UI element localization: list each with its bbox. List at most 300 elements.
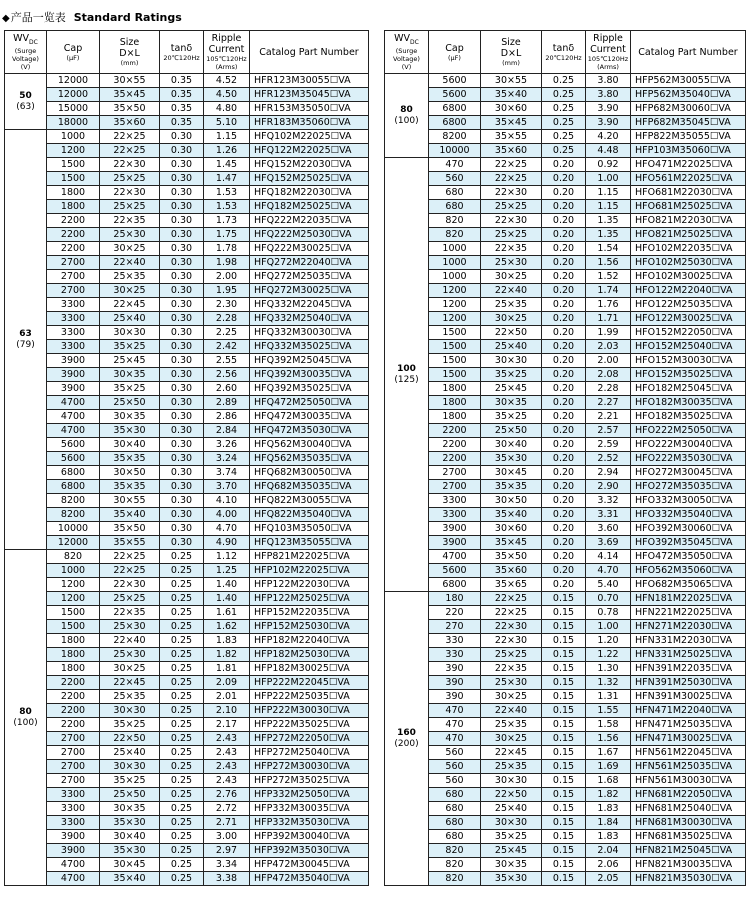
ripple-cell: 2.08 [586,368,631,382]
table-row [5,144,369,158]
cap-cell: 820 [429,228,481,242]
size-cell: 25×40 [100,746,160,760]
table-row [385,368,746,382]
tan-cell: 0.25 [160,634,204,648]
part-number-cell: HFQ472M25050☐VA [250,396,369,410]
tan-cell: 0.30 [160,410,204,424]
table-row [385,550,746,564]
ripple-cell: 4.70 [586,564,631,578]
cap-cell: 12000 [47,74,100,88]
part-number-cell: HFO472M35050☐VA [631,550,746,564]
table-row [5,256,369,270]
tan-cell: 0.30 [160,200,204,214]
tan-cell: 0.30 [160,340,204,354]
tan-cell: 0.25 [542,144,586,158]
part-number-cell: HFP122M22030☐VA [250,578,369,592]
table-row [385,746,746,760]
part-number-cell: HFN821M35030☐VA [631,872,746,886]
tan-cell: 0.25 [160,774,204,788]
table-row [5,620,369,634]
ripple-cell: 1.40 [204,578,250,592]
part-number-cell: HFQ332M22045☐VA [250,298,369,312]
tan-cell: 0.15 [542,802,586,816]
ripple-cell: 0.78 [586,606,631,620]
table-row [385,662,746,676]
table-row [385,438,746,452]
part-number-cell: HFO681M22030☐VA [631,186,746,200]
size-cell: 30×45 [100,858,160,872]
size-cell: 22×25 [481,158,542,172]
table-row [385,844,746,858]
cap-cell: 1000 [47,130,100,144]
cap-cell: 2700 [47,256,100,270]
size-cell: 30×30 [481,774,542,788]
cap-cell: 5600 [47,438,100,452]
cap-cell: 10000 [429,144,481,158]
table-row [385,634,746,648]
cap-cell: 330 [429,634,481,648]
size-cell: 30×55 [481,74,542,88]
ripple-cell: 1.69 [586,760,631,774]
size-cell: 30×40 [481,438,542,452]
col-header-wv: $WV_{DC}$ (Surge Voltage) (V) [5,31,47,74]
table-row [5,592,369,606]
cap-cell: 2700 [47,746,100,760]
ripple-cell: 2.86 [204,410,250,424]
ripple-cell: 4.90 [204,536,250,550]
table-row [5,242,369,256]
ripple-cell: 2.84 [204,424,250,438]
ripple-cell: 2.28 [586,382,631,396]
part-number-cell: HFP472M30045☐VA [250,858,369,872]
col-header-part-number: Catalog Part Number [631,31,746,74]
table-row [385,214,746,228]
ripple-cell: 2.71 [204,816,250,830]
table-row [5,564,369,578]
cap-cell: 680 [429,816,481,830]
table-row [5,74,369,88]
part-number-cell: HFP182M30025☐VA [250,662,369,676]
wv-value: 80 [19,706,32,717]
diamond-icon: ◆ [2,13,10,24]
cap-cell: 2200 [47,228,100,242]
part-number-cell: HFO152M25040☐VA [631,340,746,354]
ripple-cell: 2.56 [204,368,250,382]
table-row [5,802,369,816]
part-number-cell: HFP332M25050☐VA [250,788,369,802]
tan-cell: 0.20 [542,256,586,270]
size-cell: 30×25 [481,732,542,746]
part-number-cell: HFP272M25040☐VA [250,746,369,760]
page-title [2,9,182,27]
size-cell: 25×25 [100,592,160,606]
table-row [385,718,746,732]
tan-cell: 0.25 [160,732,204,746]
table-row [385,74,746,88]
part-number-cell: HFP392M30040☐VA [250,830,369,844]
wv-group-cell [385,158,429,592]
size-cell: 30×35 [481,858,542,872]
size-cell: 22×25 [100,130,160,144]
ripple-cell: 4.52 [204,74,250,88]
tan-cell: 0.20 [542,522,586,536]
tan-cell: 0.25 [160,718,204,732]
part-number-cell: HFN681M22050☐VA [631,788,746,802]
ripple-cell: 1.47 [204,172,250,186]
tan-cell: 0.20 [542,284,586,298]
ripple-cell: 2.17 [204,718,250,732]
ripple-cell: 2.55 [204,354,250,368]
tan-cell: 0.15 [542,746,586,760]
part-number-cell: HFR123M30055☐VA [250,74,369,88]
ripple-cell: 2.90 [586,480,631,494]
table-row [5,690,369,704]
surge-value: (79) [16,339,35,350]
ripple-cell: 2.42 [204,340,250,354]
size-cell: 22×25 [100,564,160,578]
tan-cell: 0.20 [542,354,586,368]
tan-cell: 0.15 [542,844,586,858]
part-number-cell: HFP821M22025☐VA [250,550,369,564]
part-number-cell: HFO272M35035☐VA [631,480,746,494]
tan-cell: 0.20 [542,186,586,200]
ripple-cell: 1.55 [586,704,631,718]
size-cell: 25×50 [100,788,160,802]
table-row [5,718,369,732]
tan-cell: 0.25 [160,648,204,662]
table-row [5,466,369,480]
table-row [385,788,746,802]
col-header-tan: tanδ 20℃120Hz [542,31,586,74]
table-row [385,312,746,326]
part-number-cell: HFN681M25040☐VA [631,802,746,816]
size-cell: 30×45 [481,466,542,480]
size-cell: 25×35 [100,690,160,704]
size-cell: 22×30 [481,186,542,200]
tan-cell: 0.15 [542,634,586,648]
cap-cell: 1200 [429,298,481,312]
cap-cell: 6800 [429,578,481,592]
size-cell: 30×25 [481,312,542,326]
part-number-cell: HFP222M30030☐VA [250,704,369,718]
table-row [385,130,746,144]
cap-cell: 3900 [47,382,100,396]
ripple-cell: 2.04 [586,844,631,858]
size-cell: 35×60 [481,564,542,578]
table-row [5,746,369,760]
part-number-cell: HFO272M30045☐VA [631,466,746,480]
cap-cell: 2200 [47,718,100,732]
size-cell: 25×40 [100,312,160,326]
part-number-cell: HFQ682M30050☐VA [250,466,369,480]
size-cell: 35×40 [481,88,542,102]
cap-cell: 3900 [47,830,100,844]
part-number-cell: HFQ272M30025☐VA [250,284,369,298]
cap-cell: 1800 [47,186,100,200]
tan-cell: 0.20 [542,564,586,578]
table-row [5,774,369,788]
size-cell: 25×50 [481,424,542,438]
tan-cell: 0.15 [542,816,586,830]
col-header-tan: tanδ 20℃120Hz [160,31,204,74]
part-number-cell: HFO222M25050☐VA [631,424,746,438]
size-cell: 22×25 [481,172,542,186]
cap-cell: 390 [429,676,481,690]
cap-cell: 2700 [47,732,100,746]
cap-cell: 6800 [429,102,481,116]
cap-cell: 3900 [429,522,481,536]
surge-value: (125) [394,374,419,385]
cap-cell: 3300 [429,494,481,508]
cap-cell: 820 [429,214,481,228]
size-cell: 30×25 [481,690,542,704]
table-row [385,200,746,214]
cap-cell: 680 [429,830,481,844]
col-header-ripple: Ripple Current 105℃120Hz (Arms) [586,31,631,74]
cap-cell: 2700 [47,284,100,298]
ripple-cell: 2.94 [586,466,631,480]
cap-cell: 560 [429,760,481,774]
part-number-cell: HFR123M35045☐VA [250,88,369,102]
size-cell: 35×30 [100,844,160,858]
ripple-cell: 1.62 [204,620,250,634]
tan-cell: 0.25 [160,746,204,760]
cap-cell: 2200 [429,438,481,452]
ratings-table-left [4,30,369,886]
ripple-cell: 2.05 [586,872,631,886]
table-row [385,228,746,242]
table-row [385,676,746,690]
part-number-cell: HFP562M35040☐VA [631,88,746,102]
tan-cell: 0.35 [160,116,204,130]
tan-cell: 0.30 [160,130,204,144]
size-cell: 35×25 [100,340,160,354]
ripple-cell: 4.20 [586,130,631,144]
size-cell: 25×40 [481,340,542,354]
part-number-cell: HFP472M35040☐VA [250,872,369,886]
cap-cell: 1500 [47,606,100,620]
size-cell: 35×30 [100,424,160,438]
wv-value: 80 [400,104,413,115]
ripple-cell: 3.74 [204,466,250,480]
size-cell: 25×30 [100,228,160,242]
part-number-cell: HFR183M35060☐VA [250,116,369,130]
cap-cell: 390 [429,690,481,704]
size-cell: 35×30 [100,816,160,830]
table-row [5,382,369,396]
part-number-cell: HFP332M35030☐VA [250,816,369,830]
table-row [5,102,369,116]
tan-cell: 0.25 [160,620,204,634]
tan-cell: 0.20 [542,550,586,564]
ripple-cell: 4.70 [204,522,250,536]
ripple-cell: 1.81 [204,662,250,676]
part-number-cell: HFO102M22035☐VA [631,242,746,256]
cap-cell: 1800 [47,634,100,648]
table-row [5,186,369,200]
cap-cell: 4700 [47,396,100,410]
tan-cell: 0.30 [160,536,204,550]
table-row [385,620,746,634]
size-cell: 35×50 [100,102,160,116]
size-cell: 30×60 [481,522,542,536]
tan-cell: 0.15 [542,760,586,774]
tan-cell: 0.30 [160,368,204,382]
ripple-cell: 1.83 [586,830,631,844]
part-number-cell: HFN221M22025☐VA [631,606,746,620]
table-row [385,102,746,116]
size-cell: 35×65 [481,578,542,592]
ripple-cell: 0.92 [586,158,631,172]
size-cell: 35×45 [481,536,542,550]
part-number-cell: HFQ272M25035☐VA [250,270,369,284]
table-row [5,844,369,858]
tan-cell: 0.20 [542,312,586,326]
part-number-cell: HFQ562M30040☐VA [250,438,369,452]
size-cell: 25×35 [481,298,542,312]
table-row [385,494,746,508]
table-row [385,354,746,368]
cap-cell: 5600 [429,74,481,88]
table-row [5,424,369,438]
part-number-cell: HFN331M22030☐VA [631,634,746,648]
part-number-cell: HFQ122M22025☐VA [250,144,369,158]
ripple-cell: 4.80 [204,102,250,116]
table-row [5,298,369,312]
table-row [385,410,746,424]
ripple-cell: 1.74 [586,284,631,298]
part-number-cell: HFO182M30035☐VA [631,396,746,410]
part-number-cell: HFP272M22050☐VA [250,732,369,746]
cap-cell: 2200 [429,452,481,466]
table-row [5,172,369,186]
ripple-cell: 1.31 [586,690,631,704]
ripple-cell: 1.54 [586,242,631,256]
tan-cell: 0.15 [542,858,586,872]
ripple-cell: 3.60 [586,522,631,536]
ripple-cell: 1.25 [204,564,250,578]
cap-cell: 1000 [429,242,481,256]
size-cell: 22×25 [100,550,160,564]
tan-cell: 0.20 [542,578,586,592]
cap-cell: 1800 [429,382,481,396]
size-cell: 25×25 [100,200,160,214]
ripple-cell: 1.35 [586,214,631,228]
part-number-cell: HFQ102M22025☐VA [250,130,369,144]
cap-cell: 1500 [429,326,481,340]
cap-cell: 3900 [47,844,100,858]
cap-cell: 12000 [47,536,100,550]
table-row [385,690,746,704]
table-row [5,732,369,746]
part-number-cell: HFO152M30030☐VA [631,354,746,368]
table-row [5,480,369,494]
tan-cell: 0.20 [542,382,586,396]
table-row [385,578,746,592]
table-row [385,256,746,270]
tan-cell: 0.20 [542,396,586,410]
tan-cell: 0.20 [542,480,586,494]
size-cell: 22×50 [481,326,542,340]
size-cell: 30×55 [100,74,160,88]
table-row [5,228,369,242]
part-number-cell: HFN391M30025☐VA [631,690,746,704]
ripple-cell: 1.84 [586,816,631,830]
ripple-cell: 1.00 [586,172,631,186]
size-cell: 30×40 [100,830,160,844]
table-row [385,326,746,340]
wv-value: 100 [397,363,416,374]
part-number-cell: HFO392M30060☐VA [631,522,746,536]
table-row [5,452,369,466]
cap-cell: 2700 [429,466,481,480]
cap-cell: 1200 [429,312,481,326]
table-row [385,270,746,284]
table-row [5,634,369,648]
tan-cell: 0.20 [542,536,586,550]
part-number-cell: HFO392M35045☐VA [631,536,746,550]
tan-cell: 0.15 [542,788,586,802]
ripple-cell: 1.58 [586,718,631,732]
part-number-cell: HFQ222M30025☐VA [250,242,369,256]
cap-cell: 680 [429,802,481,816]
table-row [385,816,746,830]
part-number-cell: HFP222M25035☐VA [250,690,369,704]
tan-cell: 0.25 [160,564,204,578]
cap-cell: 3900 [47,354,100,368]
ripple-cell: 2.09 [204,676,250,690]
tan-cell: 0.30 [160,508,204,522]
cap-cell: 820 [47,550,100,564]
tan-cell: 0.15 [542,606,586,620]
table-row [5,340,369,354]
tan-cell: 0.30 [160,396,204,410]
part-number-cell: HFO821M22030☐VA [631,214,746,228]
part-number-cell: HFN181M22025☐VA [631,592,746,606]
size-cell: 30×35 [100,802,160,816]
size-cell: 22×30 [481,634,542,648]
ripple-cell: 2.25 [204,326,250,340]
cap-cell: 4700 [47,858,100,872]
part-number-cell: HFQ332M30030☐VA [250,326,369,340]
size-cell: 22×40 [100,256,160,270]
ripple-cell: 3.32 [586,494,631,508]
table-row [5,858,369,872]
size-cell: 35×40 [481,508,542,522]
size-cell: 30×35 [100,410,160,424]
cap-cell: 2200 [429,424,481,438]
cap-cell: 3300 [47,788,100,802]
table-row [385,298,746,312]
table-row [385,858,746,872]
size-cell: 30×30 [100,704,160,718]
tan-cell: 0.25 [160,830,204,844]
ripple-cell: 2.89 [204,396,250,410]
cap-cell: 1200 [47,144,100,158]
ripple-cell: 2.59 [586,438,631,452]
part-number-cell: HFP822M35055☐VA [631,130,746,144]
tan-cell: 0.15 [542,872,586,886]
table-row [5,270,369,284]
tan-cell: 0.25 [160,676,204,690]
part-number-cell: HFR153M35050☐VA [250,102,369,116]
tan-cell: 0.25 [160,858,204,872]
tan-cell: 0.15 [542,592,586,606]
cap-cell: 3300 [47,816,100,830]
table-row [385,606,746,620]
table-row [5,214,369,228]
cap-cell: 820 [429,872,481,886]
